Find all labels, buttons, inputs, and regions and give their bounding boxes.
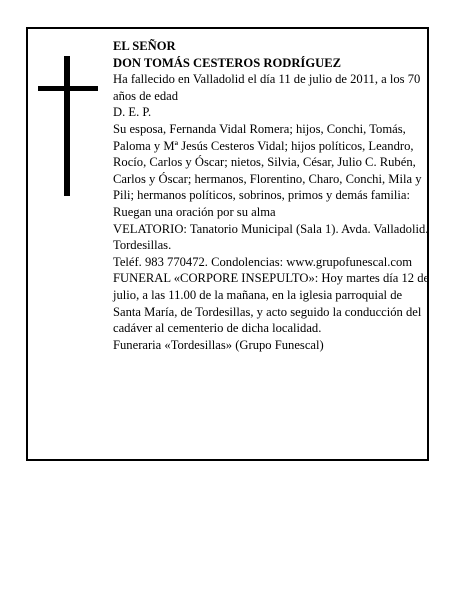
wake-details: VELATORIO: Tanatorio Municipal (Sala 1). Avda. Valladolid. Tordesillas.: [113, 221, 429, 253]
family-list: Su esposa, Fernanda Vidal Romera; hijos, Conchi, Tomás, Paloma y Mª Jesús Cesteros Vidal; hijos políticos, Leandro, Rocío, Carlos y Óscar; nietos, Silvia, César, Julio C. Rubén, Carlos y Óscar; hermanos, Florentino, Charo, Conchi, Mila y Pili; hermanos políticos, sobrinos, primos y demás familia:: [113, 121, 422, 203]
cross-icon: [38, 56, 98, 196]
funeral-home: Funeraria «Tordesillas» (Grupo Funescal): [113, 337, 324, 352]
notice-title: EL SEÑOR: [113, 39, 176, 53]
contact-details: Teléf. 983 770472. Condolencias: www.grupofunescal.com: [113, 254, 413, 269]
dep-line: D. E. P.: [113, 105, 152, 120]
prayer-line: Ruegan una oración por su alma: [113, 204, 276, 219]
death-statement: Ha fallecido en Valladolid el día 11 de julio de 2011, a los 70 años de edad: [113, 72, 421, 103]
funeral-details: FUNERAL «CORPORE INSEPULTO»: Hoy martes día 12 de julio, a las 11.00 de la mañana, en la iglesia parroquial de Santa María, de Tordesillas, y acto seguido la conducción del cadáver al cementerio de dicha localidad.: [113, 271, 430, 336]
obituary-text: [113, 38, 431, 353]
deceased-name: DON TOMÁS CESTEROS RODRÍGUEZ: [113, 55, 342, 70]
